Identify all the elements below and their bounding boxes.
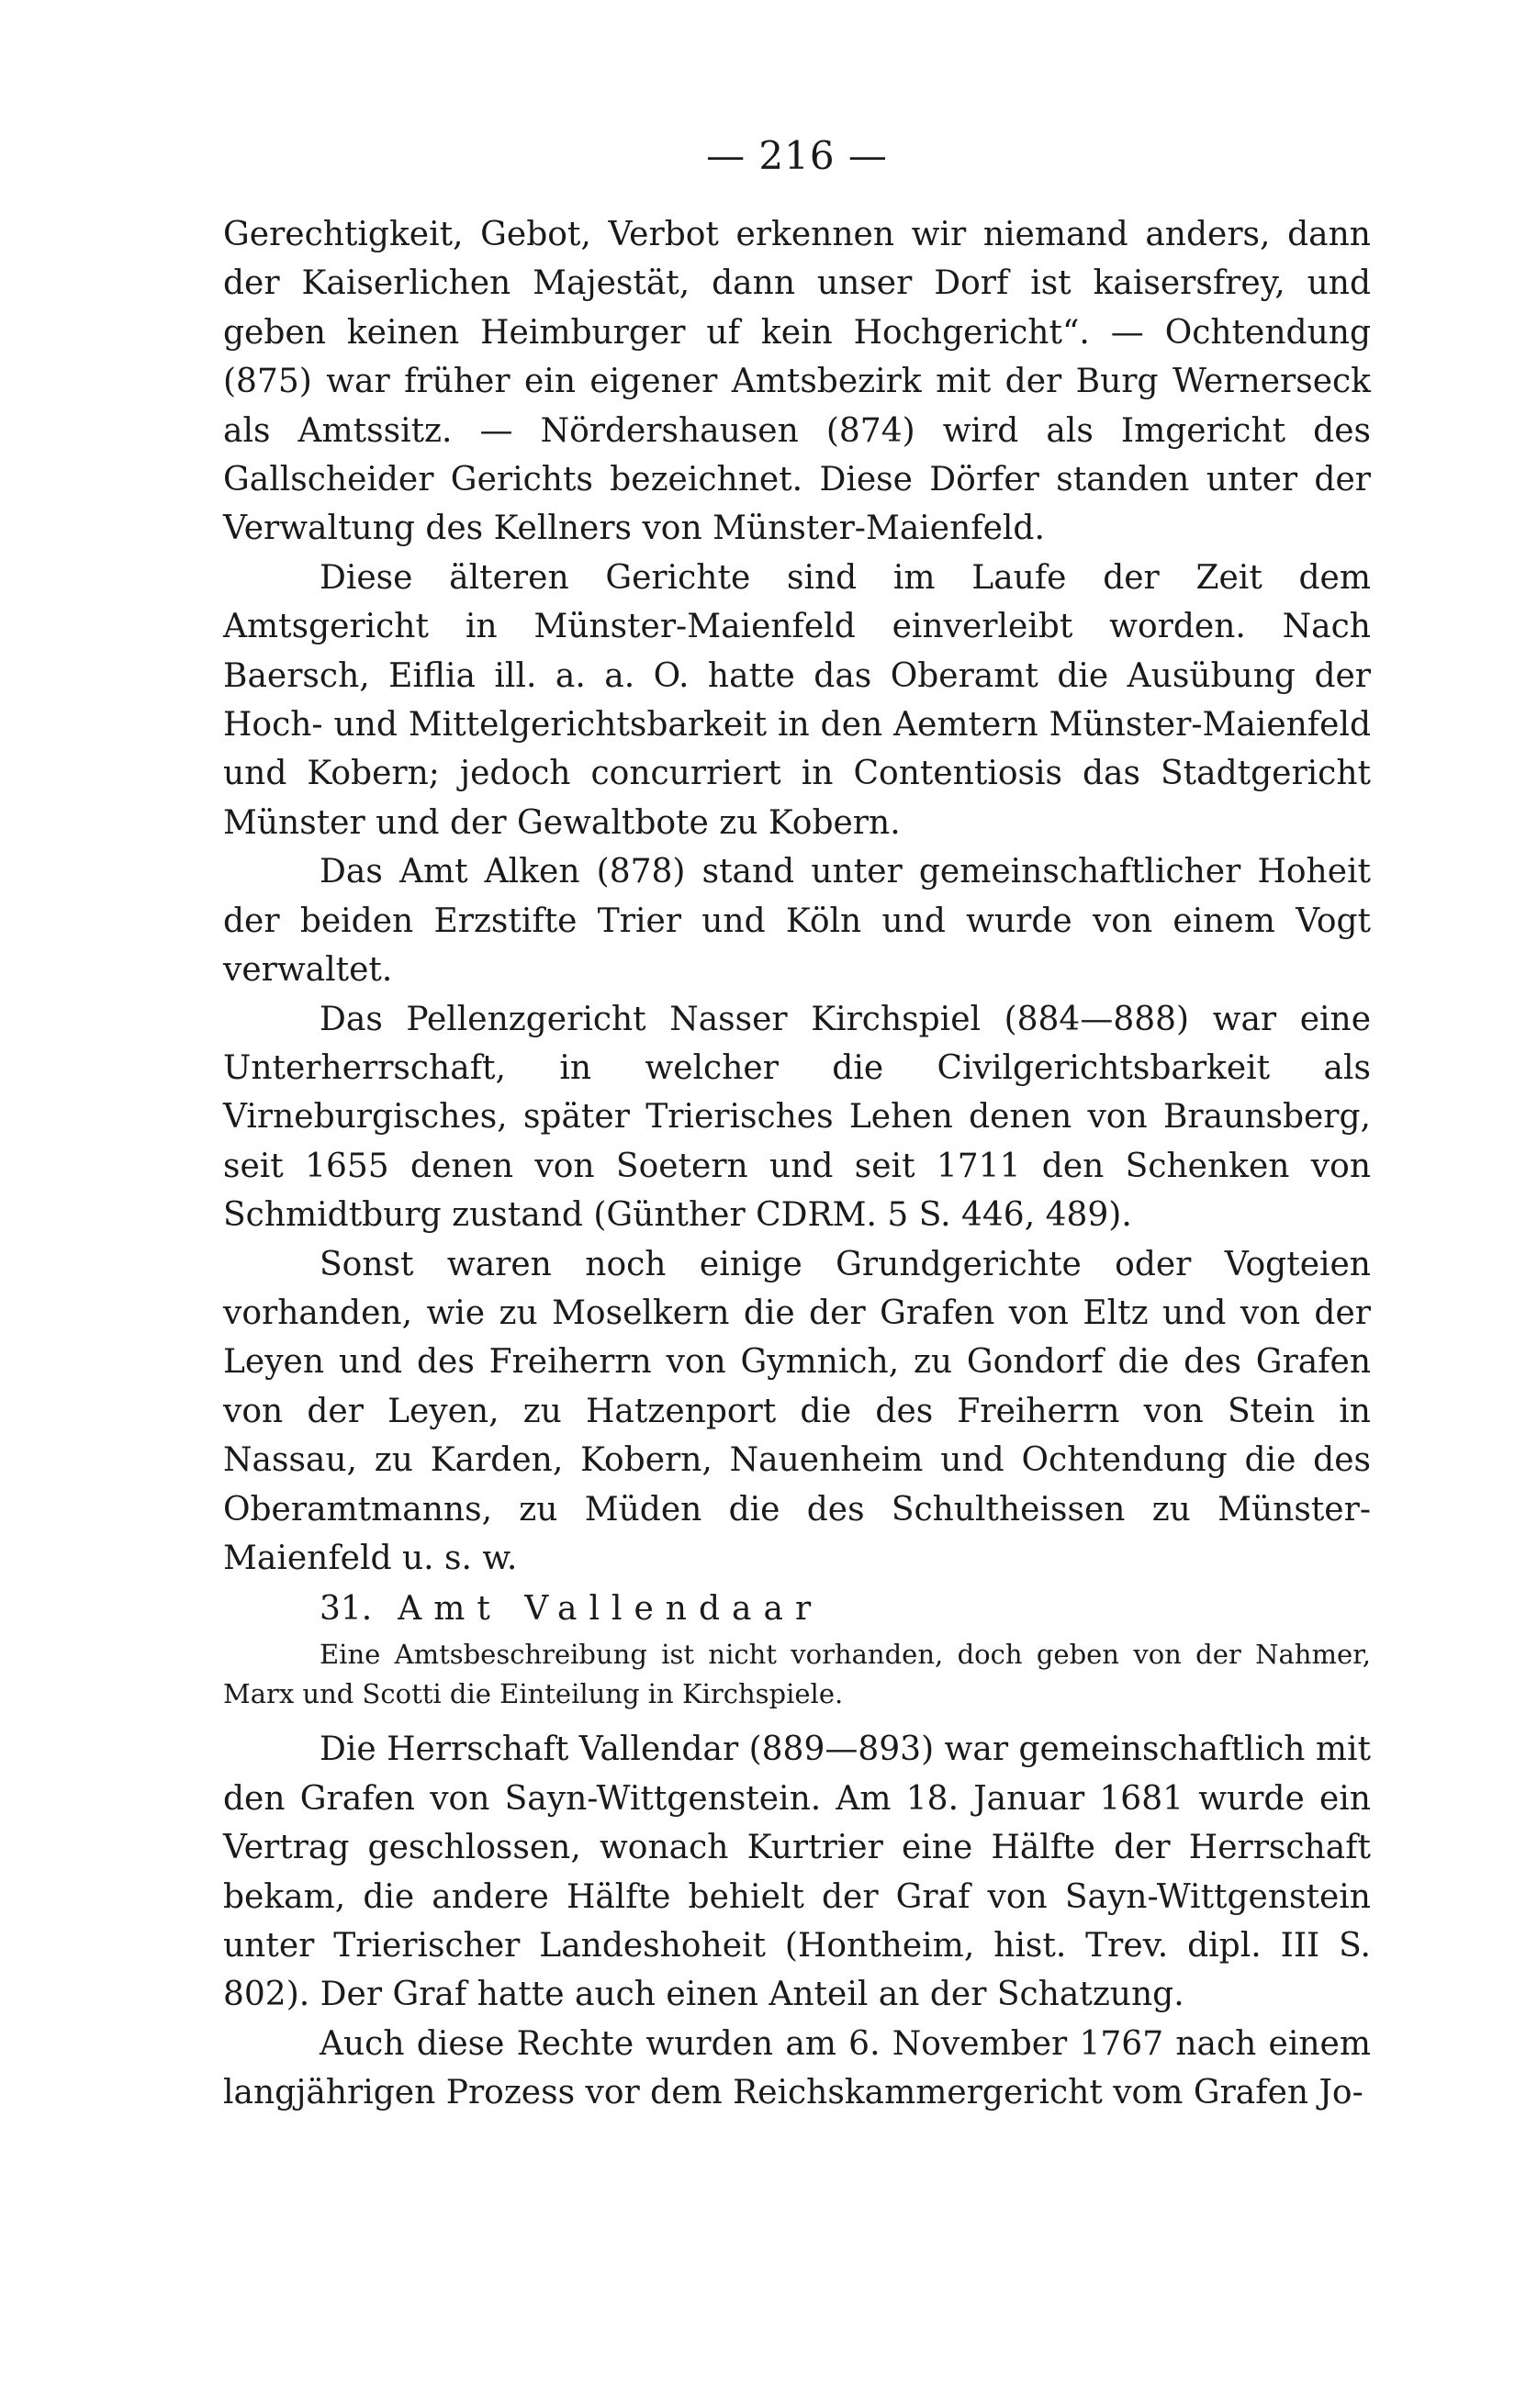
paragraph-continued: Gerechtigkeit, Gebot, Verbot erkennen wir niemand anders, dann der Kaiserlichen Majestät, dann unser Dorf ist kaisersfrey, und geben keinen Heimburger uf kein Hochgericht“. — Ochtendung (875) war früher ein eigener Amtsbezirk mit der Burg Wernerseck als Amtssitz. — Nördershausen (874) wird als Imgericht des Gallscheider Gerichts bezeichnet. Diese Dörfer standen unter der Verwaltung des Kellners von Münster-Maienfeld.: [223, 216, 1371, 548]
page-number: — 216 —: [706, 133, 888, 178]
book-page: [223, 133, 1371, 2118]
paragraph: Diese älteren Gerichte sind im Laufe der Zeit dem Amtsgericht in Münster-Maienfeld einverleibt worden. Nach Baersch, Eiflia ill. a. a. O. hatte das Oberamt die Ausübung der Hoch- und Mittelgerichtsbarkeit in den Aemtern Münster-Maienfeld und Kobern; jedoch concurriert in Contentiosis das Stadtgericht Münster und der Gewaltbote zu Kobern.: [223, 558, 1371, 842]
section-title: Amt Vallendaar: [398, 1590, 824, 1629]
paragraph: Sonst waren noch einige Grundgerichte oder Vogteien vorhanden, wie zu Moselkern die der Grafen von Eltz und von der Leyen und des Freiherrn von Gymnich, zu Gondorf die des Grafen von der Leyen, zu Hatzenport die des Freiherrn von Stein in Nassau, zu Karden, Kobern, Nauenheim und Ochtendung die des Oberamtmanns, zu Müden die des Schultheissen zu Münster-Maienfeld u. s. w.: [223, 1245, 1371, 1577]
paragraph: Das Amt Alken (878) stand unter gemeinschaftlicher Hoheit der beiden Erzstifte Trier und Köln und wurde von einem Vogt verwaltet.: [223, 853, 1371, 990]
paragraph: Auch diese Rechte wurden am 6. November 1767 nach einem langjährigen Prozess vor dem Reichskammergericht vom Grafen Jo-: [223, 2024, 1371, 2112]
paragraph: Das Pellenzgericht Nasser Kirchspiel (884—888) war eine Unterherrschaft, in welcher die Civilgerichtsbarkeit als Virneburgisches, später Trierisches Lehen denen von Braunsberg, seit 1655 denen von Soetern und seit 1711 den Schenken von Schmidtburg zustand (Günther CDRM. 5 S. 446, 489).: [223, 1000, 1371, 1235]
section-note: Eine Amtsbeschreibung ist nicht vorhanden, doch geben von der Nahmer, Marx und Scotti die Einteilung in Kirchspiele.: [223, 1639, 1371, 1710]
section-number: 31.: [320, 1590, 373, 1629]
paragraph: Die Herrschaft Vallendar (889—893) war gemeinschaftlich mit den Grafen von Sayn-Wittgenstein. Am 18. Januar 1681 wurde ein Vertrag geschlossen, wonach Kurtrier eine Hälfte der Herrschaft bekam, die andere Hälfte behielt der Graf von Sayn-Wittgenstein unter Trierischer Landeshoheit (Hontheim, hist. Trev. dipl. III S. 802). Der Graf hatte auch einen Anteil an der Schatzung.: [223, 1730, 1371, 2014]
section-heading: [223, 1585, 1371, 1633]
